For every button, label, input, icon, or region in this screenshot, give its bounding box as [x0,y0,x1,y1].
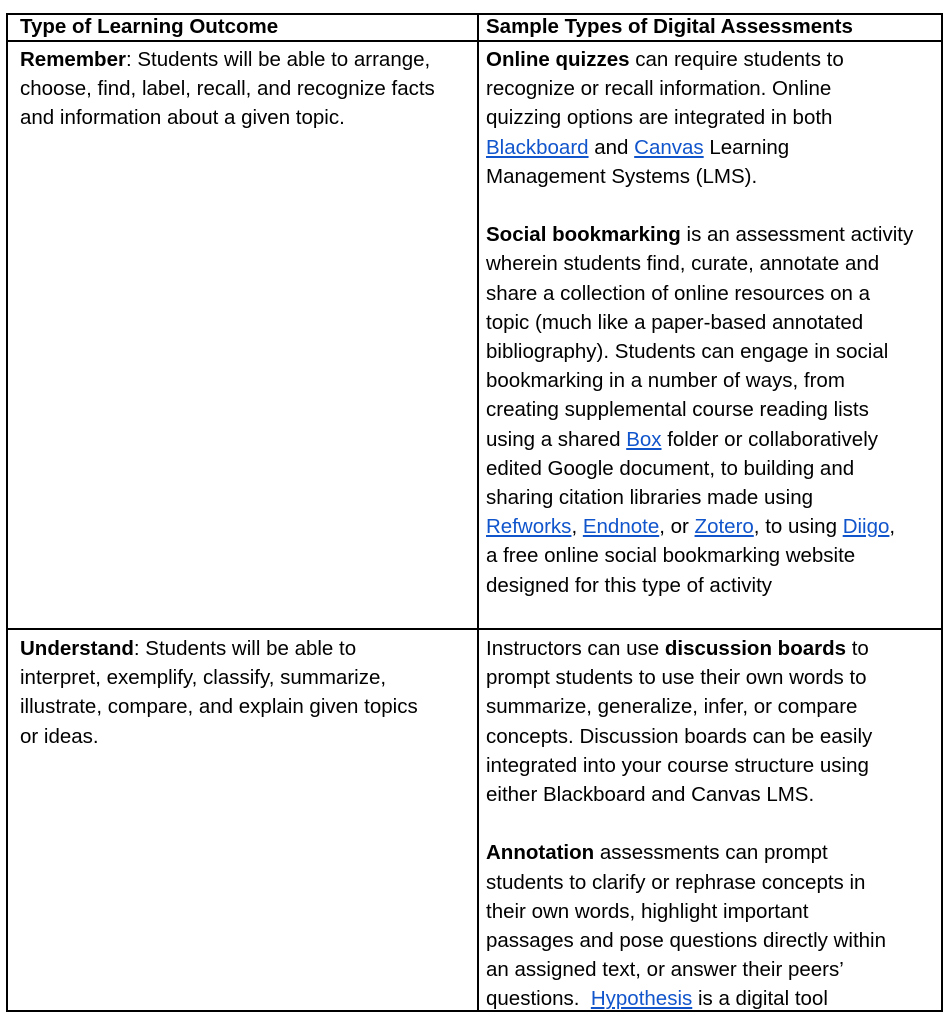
row-divider [8,628,941,630]
paragraph-spacer [486,191,938,220]
paragraph-line: passages and pose questions directly within [486,929,886,953]
outcome-line: interpret, exemplify, classify, summarize, [20,666,387,690]
paragraph-line: either Blackboard and Canvas LMS. [486,783,815,807]
outcome-understand [20,634,472,751]
outcome-text: : Students will be able to [133,637,357,660]
zotero-link[interactable]: Zotero [694,515,754,539]
paragraph-line: Social bookmarking is an assessment activity [486,223,914,247]
header-digital-assessments: Sample Types of Digital Assessments [486,15,853,38]
assessment-term: Social bookmarking [486,223,681,247]
assessments-remember [486,45,938,600]
paragraph-line: Annotation assessments can prompt [486,841,828,865]
outcome-remember [20,45,472,133]
paragraph-line: students to clarify or rephrase concepts in [486,870,866,894]
paragraph-line: share a collection of online resources on a [486,281,871,305]
paragraph-line: questions. Hypothesis is a digital tool [486,987,828,1011]
paragraph-line: using a shared Box folder or collaboratively [486,427,879,451]
paragraph-spacer [486,809,938,838]
outcome-line: illustrate, compare, and explain given topics [20,695,418,719]
outcome-line: and information about a given topic. [20,106,345,130]
assessment-term: discussion boards [664,637,847,660]
assessment-term: Online quizzes [486,48,630,71]
paragraph-line: summarize, generalize, infer, or compare [486,695,858,719]
paragraph-line: Refworks, Endnote, or Zotero, to using Diigo, [486,515,896,539]
outcome-term: Understand [20,637,134,660]
outcome-first-line [20,634,472,663]
hypothesis-link[interactable]: Hypothesis [590,987,693,1011]
header-learning-outcome: Type of Learning Outcome [20,15,279,38]
paragraph-line: Online quizzes can require students to [486,48,844,71]
paragraph-line: edited Google document, to building and [486,456,855,480]
canvas-link[interactable]: Canvas [634,135,704,159]
paragraph-line: bookmarking in a number of ways, from [486,369,845,393]
paragraph-line: wherein students find, curate, annotate and [486,252,880,276]
diigo-link[interactable]: Diigo [842,515,890,539]
paragraph-line: designed for this type of activity [486,573,773,597]
assessment-table [6,13,943,1012]
paragraph-line: a free online social bookmarking website [486,544,856,568]
paragraph-line: bibliography). Students can engage in social [486,340,889,364]
paragraph-line: topic (much like a paper-based annotated [486,310,864,334]
paragraph-line: concepts. Discussion boards can be easily [486,724,873,748]
outcome-line: or ideas. [20,724,99,748]
blackboard-link[interactable]: Blackboard [486,135,589,159]
paragraph-line: sharing citation libraries made using [486,486,814,510]
paragraph-line: quizzing options are integrated in both [486,106,833,130]
column-divider [477,15,479,1010]
assessments-understand [486,634,938,1014]
box-link[interactable]: Box [626,427,662,451]
paragraph-line: integrated into your course structure using [486,753,869,777]
endnote-link[interactable]: Endnote [582,515,660,539]
refworks-link[interactable]: Refworks [486,515,572,539]
paragraph-line: an assigned text, or answer their peers’ [486,958,844,982]
paragraph-line: recognize or recall information. Online [486,77,832,101]
paragraph-line: Management Systems (LMS). [486,164,758,188]
outcome-line: choose, find, label, recall, and recognize facts [20,77,435,101]
paragraph-line: Blackboard and Canvas Learning [486,135,790,159]
assessment-term: Annotation [486,841,595,865]
paragraph-line: creating supplemental course reading lists [486,398,869,422]
outcome-first-line [20,45,472,74]
paragraph-line: their own words, highlight important [486,899,809,923]
outcome-text: : Students will be able to arrange, [125,48,431,71]
paragraph-line: prompt students to use their own words to [486,666,867,690]
outcome-term: Remember [20,48,126,71]
paragraph-line: Instructors can use discussion boards to [486,637,869,660]
